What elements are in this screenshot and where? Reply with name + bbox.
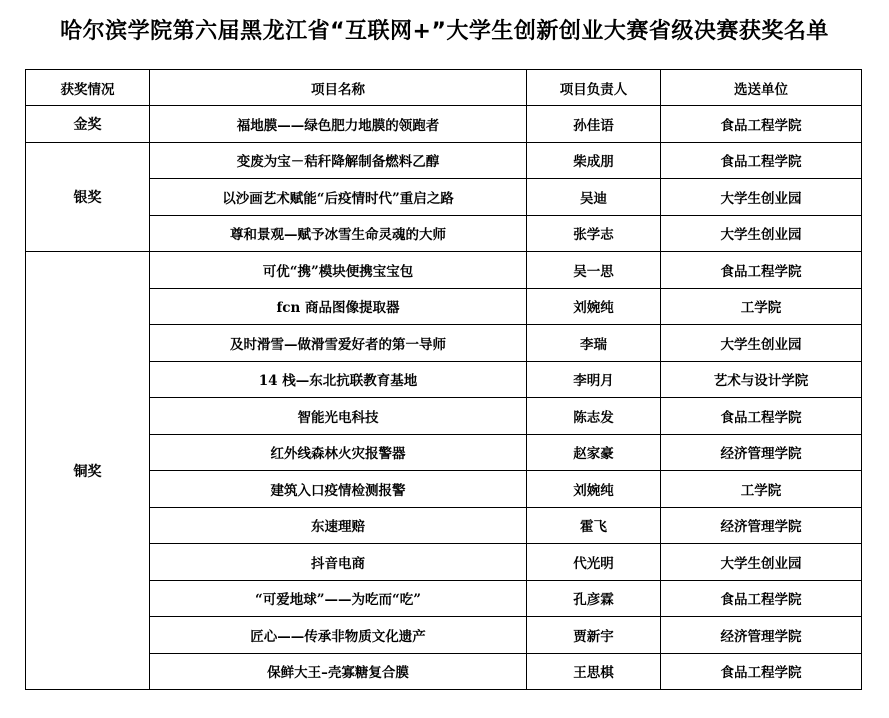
table-row [26, 325, 862, 362]
project-unit: 食品工程学院 [661, 106, 862, 143]
table-row [26, 361, 862, 398]
project-name: 东速理赔 [150, 507, 527, 544]
table-row [26, 544, 862, 581]
table-row [26, 580, 862, 617]
project-leader: 刘婉纯 [527, 471, 661, 508]
project-leader: 陈志发 [527, 398, 661, 435]
project-unit: 大学生创业园 [661, 179, 862, 216]
project-leader: 柴成朋 [527, 142, 661, 179]
header-row [26, 70, 862, 106]
project-unit: 经济管理学院 [661, 434, 862, 471]
project-leader: 孔彦霖 [527, 580, 661, 617]
header-award: 获奖情况 [26, 70, 150, 106]
page-title: 哈尔滨学院第六届黑龙江省“互联网+”大学生创新创业大赛省级决赛获奖名单 [60, 19, 829, 44]
project-name: 智能光电科技 [150, 398, 527, 435]
table-row [26, 252, 862, 289]
project-leader: 吴一思 [527, 252, 661, 289]
project-leader: 王思棋 [527, 653, 661, 690]
project-unit: 工学院 [661, 288, 862, 325]
project-name: 建筑入口疫情检测报警 [150, 471, 527, 508]
project-name: 尊和景观—赋予冰雪生命灵魂的大师 [150, 215, 527, 252]
project-unit: 工学院 [661, 471, 862, 508]
award-bronze: 铜奖 [26, 252, 150, 690]
project-name: 福地膜——绿色肥力地膜的领跑者 [150, 106, 527, 143]
project-name: 及时滑雪—做滑雪爱好者的第一导师 [150, 325, 527, 362]
project-unit: 经济管理学院 [661, 507, 862, 544]
project-unit: 食品工程学院 [661, 653, 862, 690]
project-leader: 李明月 [527, 361, 661, 398]
table-row [26, 142, 862, 179]
table-row [26, 288, 862, 325]
project-unit: 艺术与设计学院 [661, 361, 862, 398]
project-leader: 张学志 [527, 215, 661, 252]
table-row [26, 179, 862, 216]
project-unit: 大学生创业园 [661, 325, 862, 362]
awards-table [25, 69, 862, 690]
project-unit: 食品工程学院 [661, 252, 862, 289]
table-row [26, 106, 862, 143]
table-row [26, 617, 862, 654]
project-unit: 食品工程学院 [661, 142, 862, 179]
table-row [26, 215, 862, 252]
award-silver: 银奖 [26, 142, 150, 252]
project-leader: 代光明 [527, 544, 661, 581]
project-unit: 食品工程学院 [661, 398, 862, 435]
project-unit: 大学生创业园 [661, 215, 862, 252]
table-row [26, 471, 862, 508]
project-name: 抖音电商 [150, 544, 527, 581]
project-leader: 霍飞 [527, 507, 661, 544]
table-row [26, 434, 862, 471]
project-name: 可优“携”模块便携宝宝包 [150, 252, 527, 289]
project-name: fcn 商品图像提取器 [150, 288, 527, 325]
project-name: “可爱地球”——为吃而“吃” [150, 580, 527, 617]
project-unit: 大学生创业园 [661, 544, 862, 581]
table-row [26, 653, 862, 690]
header-unit: 选送单位 [661, 70, 862, 106]
project-leader: 吴迪 [527, 179, 661, 216]
award-gold: 金奖 [26, 106, 150, 143]
project-leader: 李瑞 [527, 325, 661, 362]
project-name: 保鲜大王–壳寡糖复合膜 [150, 653, 527, 690]
project-name: 匠心——传承非物质文化遗产 [150, 617, 527, 654]
project-name: 以沙画艺术赋能“后疫情时代”重启之路 [150, 179, 527, 216]
project-leader: 孙佳语 [527, 106, 661, 143]
project-name: 变废为宝－秸秆降解制备燃料乙醇 [150, 142, 527, 179]
project-name: 红外线森林火灾报警器 [150, 434, 527, 471]
project-unit: 食品工程学院 [661, 580, 862, 617]
project-leader: 刘婉纯 [527, 288, 661, 325]
project-leader: 贾新宇 [527, 617, 661, 654]
project-leader: 赵家豪 [527, 434, 661, 471]
project-name: 14 栈—东北抗联教育基地 [150, 361, 527, 398]
header-project: 项目名称 [150, 70, 527, 106]
project-unit: 经济管理学院 [661, 617, 862, 654]
table-row [26, 507, 862, 544]
header-leader: 项目负责人 [527, 70, 661, 106]
table-row [26, 398, 862, 435]
